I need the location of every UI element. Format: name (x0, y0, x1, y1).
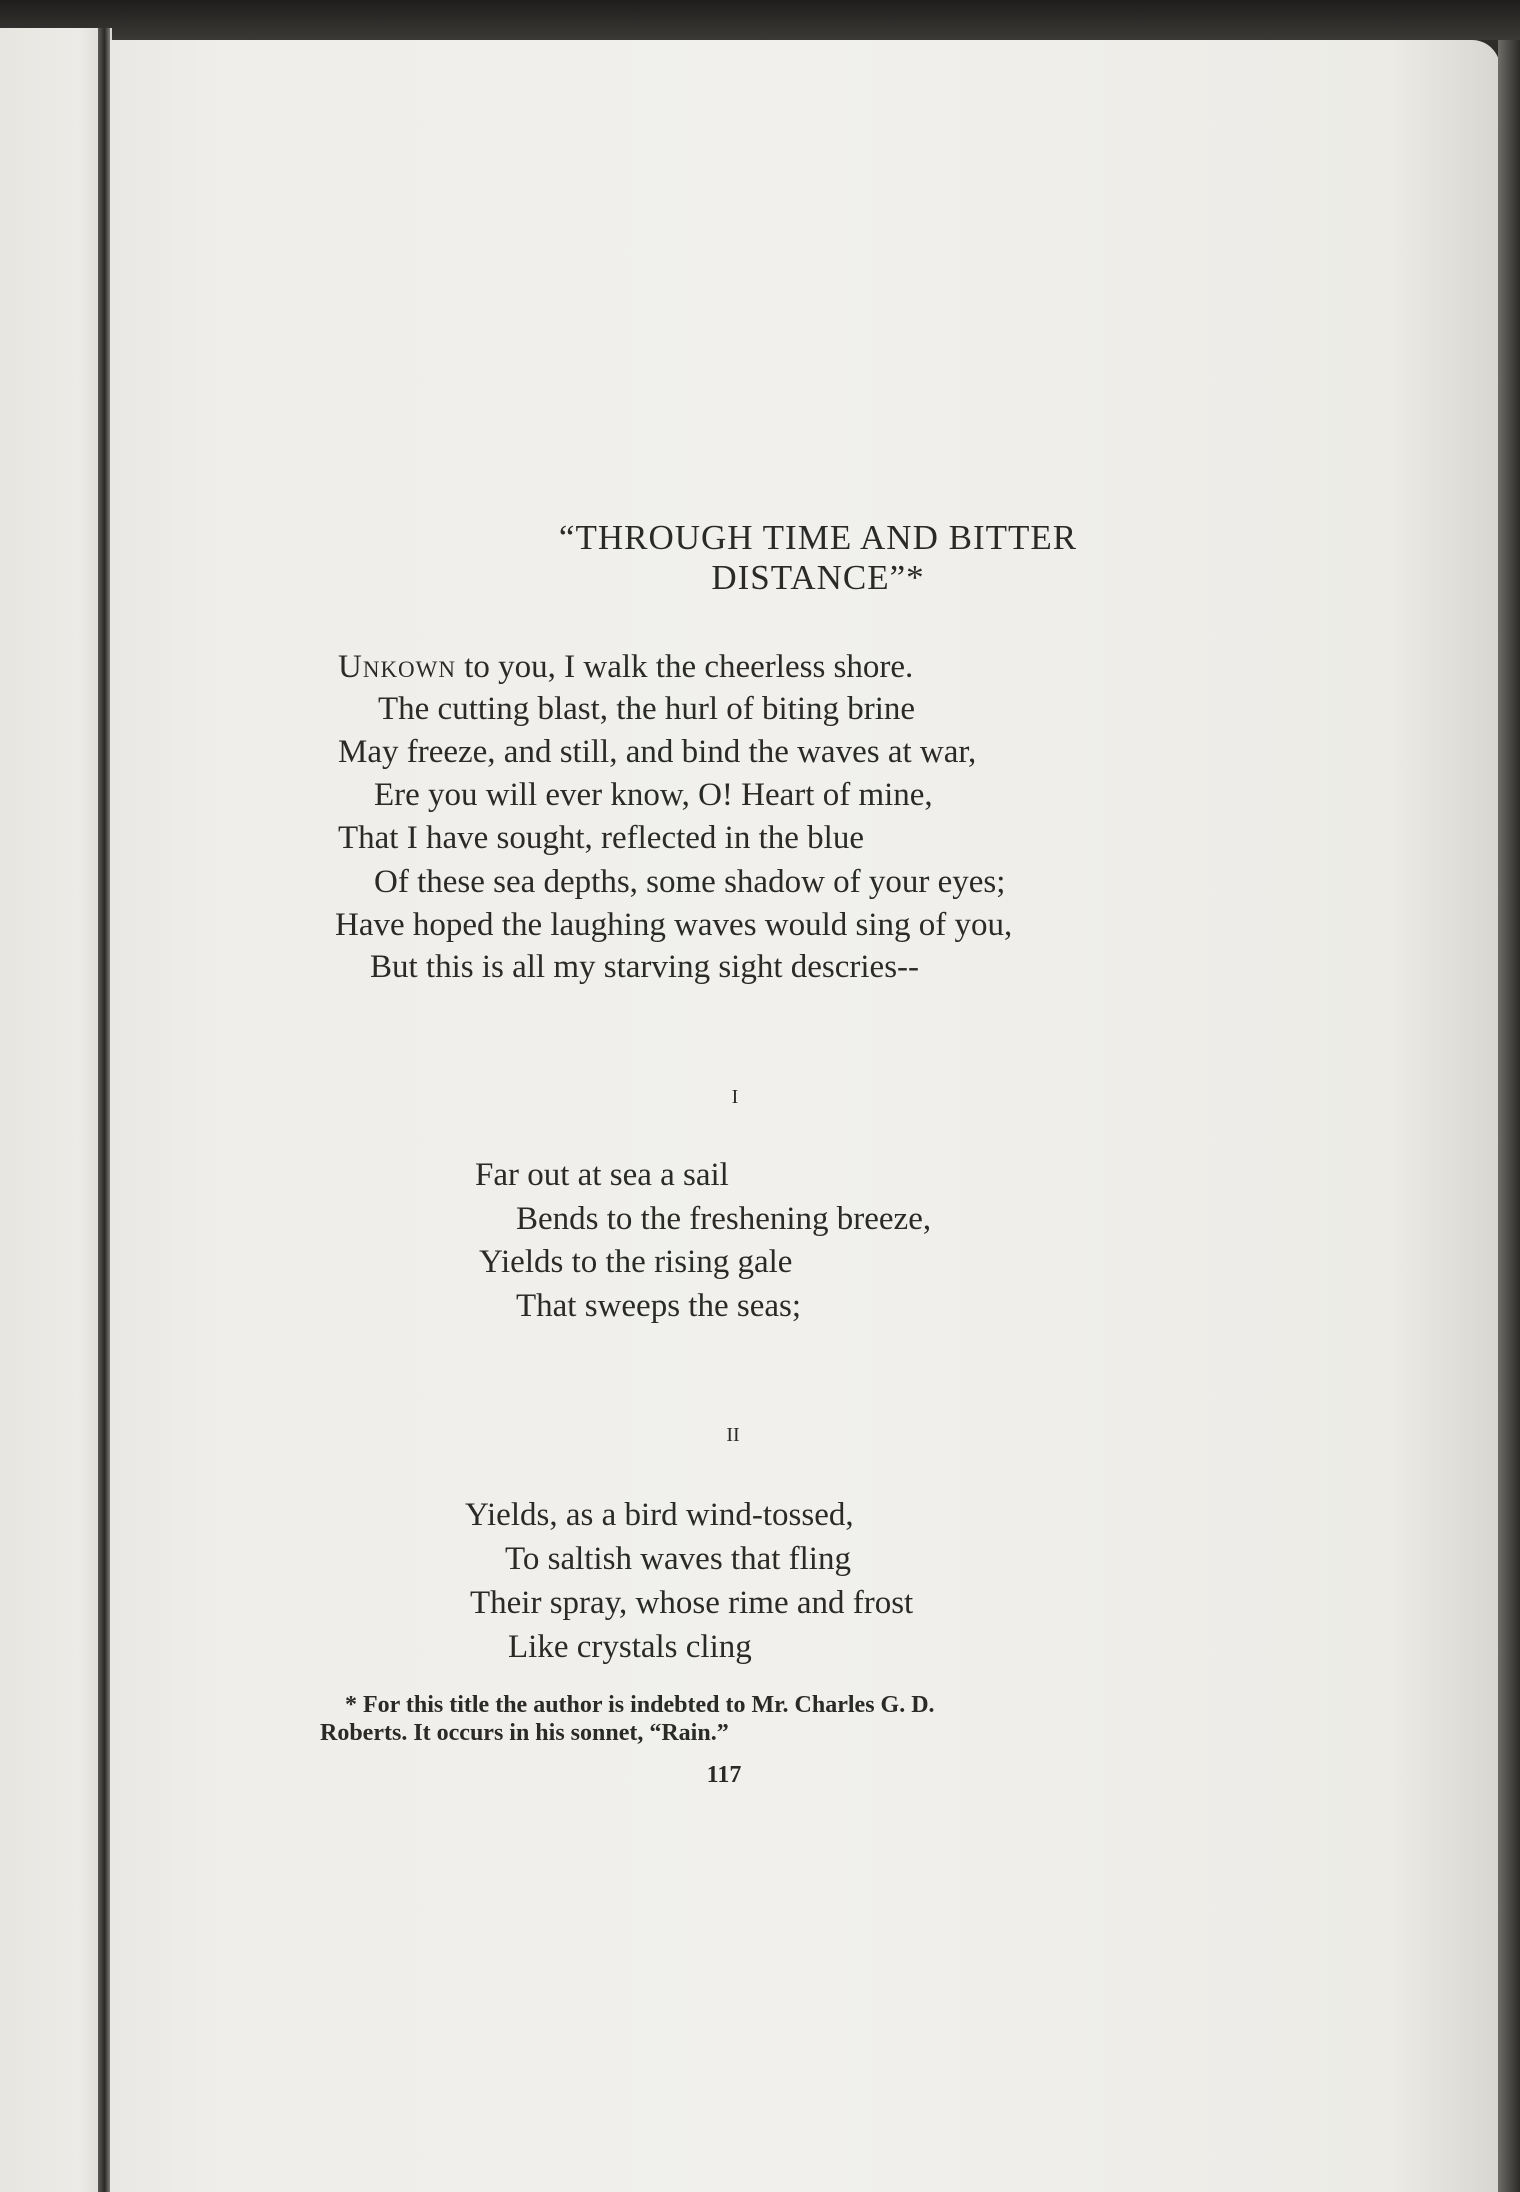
page-number: 117 (706, 1762, 742, 1788)
intro-line-3: May freeze, and still, and bind the waves at war, (338, 734, 977, 770)
intro-line-1 (338, 647, 913, 687)
footnote-line-2: Roberts. It occurs in his sonnet, “Rain.” (320, 1720, 729, 1746)
section2-line-1: Yields, as a bird wind-tossed, (465, 1497, 854, 1533)
section2-line-2: To saltish waves that fling (505, 1541, 851, 1577)
facing-page-edge (0, 28, 112, 2192)
poem-title-line-2: DISTANCE”* (711, 558, 925, 597)
intro-line-5: That I have sought, reflected in the blue (338, 820, 864, 856)
intro-line-6: Of these sea depths, some shadow of your eyes; (374, 864, 1006, 900)
section1-line-3: Yields to the rising gale (479, 1244, 793, 1280)
section1-line-4: That sweeps the seas; (516, 1288, 801, 1324)
intro-first-word: Unkown (338, 649, 456, 685)
book-page (110, 40, 1500, 2192)
section2-line-3: Their spray, whose rime and frost (470, 1585, 914, 1621)
scan-right-edge (1498, 40, 1520, 2192)
intro-line-4: Ere you will ever know, O! Heart of mine, (374, 777, 933, 813)
section-numeral-2: II (726, 1424, 740, 1446)
intro-line-8: But this is all my starving sight descries-- (370, 949, 920, 985)
book-gutter (98, 28, 110, 2192)
section1-line-2: Bends to the freshening breeze, (516, 1201, 932, 1237)
poem-title-line-1: “THROUGH TIME AND BITTER (558, 518, 1078, 557)
section2-line-4: Like crystals cling (508, 1629, 752, 1665)
scan-top-edge (0, 0, 1520, 40)
footnote-line-1: * For this title the author is indebted to Mr. Charles G. D. (345, 1692, 935, 1718)
intro-line-7: Have hoped the laughing waves would sing of you, (335, 907, 1013, 943)
section1-line-1: Far out at sea a sail (475, 1157, 729, 1193)
section-numeral-1: I (731, 1086, 739, 1108)
intro-line-1-rest: to you, I walk the cheerless shore. (455, 649, 914, 685)
intro-line-2: The cutting blast, the hurl of biting brine (378, 691, 916, 727)
